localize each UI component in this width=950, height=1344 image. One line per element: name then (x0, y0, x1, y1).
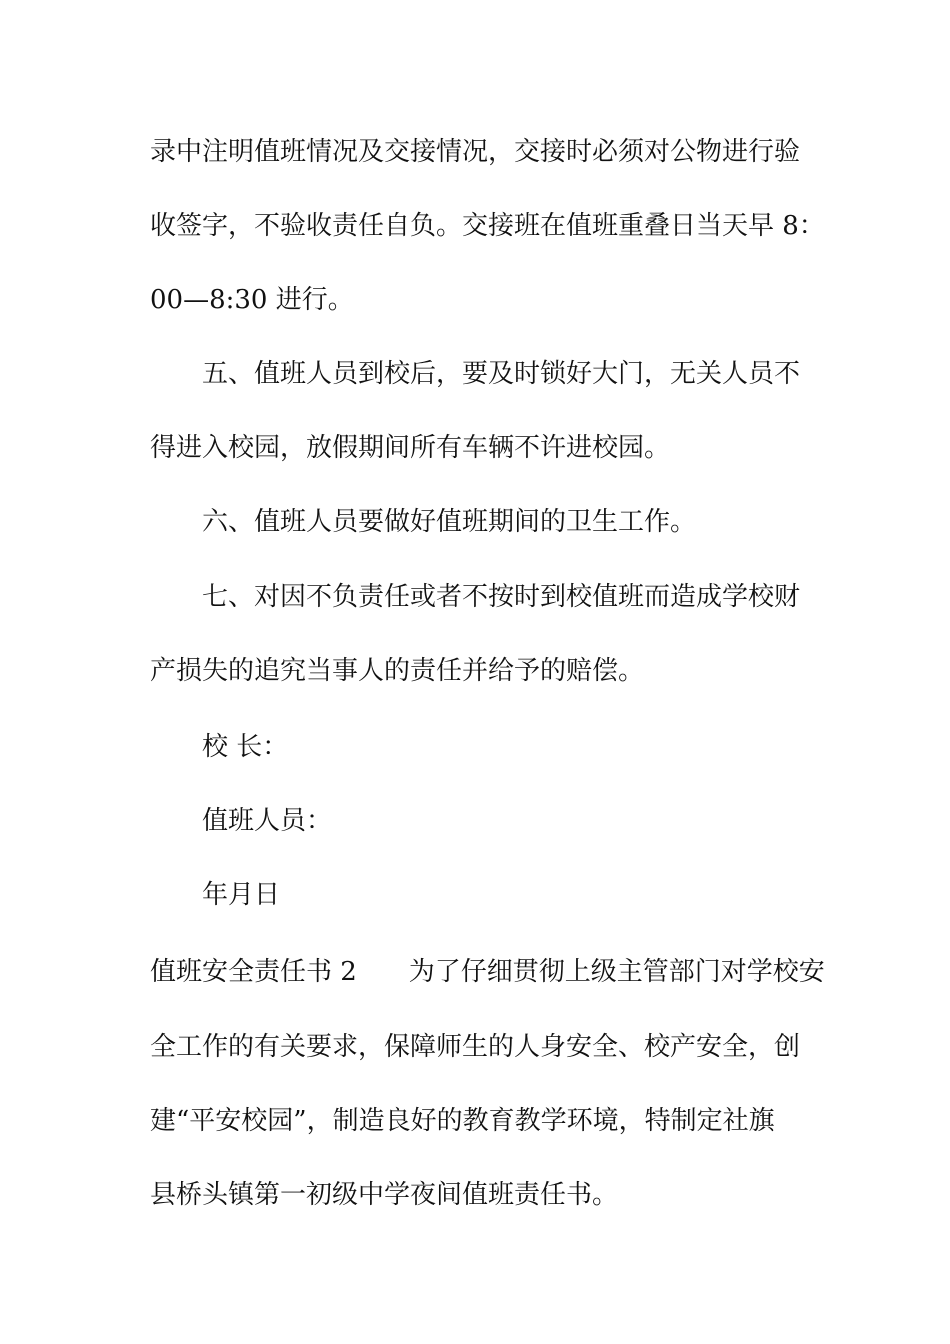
text-line-11: 年月日 (202, 880, 281, 910)
text-line-15: 县桥头镇第一初级中学夜间值班责任书。 (150, 1180, 619, 1210)
text-line-6: 六、值班人员要做好值班期间的卫生工作。 (202, 507, 697, 537)
text-line-2: 收签字，不验收责任自负。交接班在值班重叠日当天早 8： (150, 211, 825, 241)
text-line-8: 产损失的追究当事人的责任并给予的赔偿。 (150, 656, 645, 686)
text-line-5: 得进入校园，放假期间所有车辆不许进校园。 (150, 433, 671, 463)
text-line-12: 值班安全责任书 2 为了仔细贯彻上级主管部门对学校安 (150, 957, 825, 987)
text-line-3: 00—8:30 进行。 (150, 285, 354, 315)
text-line-9: 校 长： (202, 732, 289, 762)
text-line-1: 录中注明值班情况及交接情况，交接时必须对公物进行验 (150, 137, 801, 167)
text-line-10: 值班人员： (202, 806, 333, 836)
text-line-4: 五、值班人员到校后，要及时锁好大门，无关人员不 (202, 359, 801, 389)
text-line-7: 七、对因不负责任或者不按时到校值班而造成学校财 (202, 582, 801, 612)
text-line-13: 全工作的有关要求，保障师生的人身安全、校产安全，创 (150, 1032, 801, 1062)
text-line-14: 建“平安校园”，制造良好的教育教学环境，特制定社旗 (150, 1106, 775, 1136)
